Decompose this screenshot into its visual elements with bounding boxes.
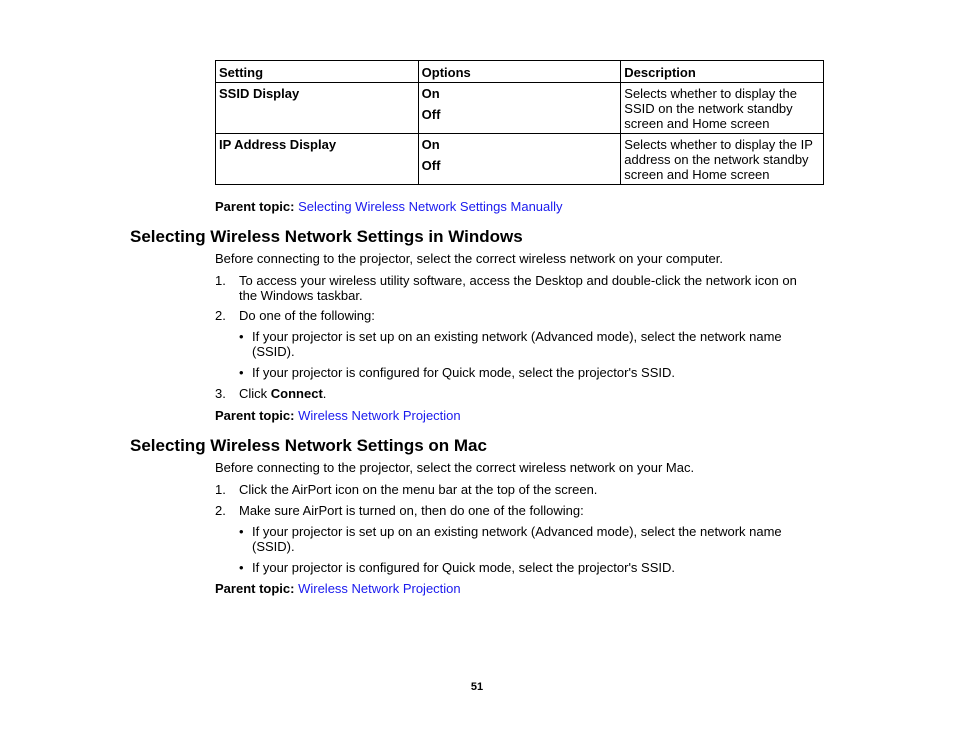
step3-prefix: Click: [239, 386, 271, 401]
bullet-marker: •: [239, 329, 244, 344]
column-header-description: Description: [621, 61, 824, 83]
settings-table: [215, 60, 824, 185]
windows-bullet-2: If your projector is configured for Quick mode, select the projector's SSID.: [252, 365, 675, 380]
step-number: 3.: [215, 386, 226, 401]
windows-step-1: To access your wireless utility software, access the Desktop and double-click the network icon on the Windows taskbar.: [239, 273, 797, 303]
section-heading-windows: Selecting Wireless Network Settings in Windows: [130, 227, 523, 246]
step3-suffix: .: [322, 386, 327, 401]
setting-cell: IP Address Display: [216, 134, 419, 185]
bullet-marker: •: [239, 365, 244, 380]
windows-intro: Before connecting to the projector, select the correct wireless network on your computer.: [215, 251, 723, 266]
description-cell: Selects whether to display the SSID on the network standby screen and Home screen: [621, 83, 824, 134]
option-on: On: [421, 86, 440, 101]
bullet-marker: •: [239, 560, 244, 575]
mac-step-2: Make sure AirPort is turned on, then do one of the following:: [239, 503, 584, 518]
option-off: Off: [421, 107, 441, 122]
mac-intro: Before connecting to the projector, select the correct wireless network on your Mac.: [215, 460, 695, 475]
parent-topic-label: Parent topic:: [215, 581, 295, 596]
step-number: 2.: [215, 308, 226, 323]
step-number: 1.: [215, 482, 226, 497]
step-number: 1.: [215, 273, 226, 288]
option-on: On: [421, 137, 440, 152]
parent-topic-link[interactable]: Wireless Network Projection: [298, 408, 461, 423]
table-row: [216, 134, 824, 185]
parent-topic-label: Parent topic:: [215, 408, 295, 423]
mac-bullet-1: If your projector is set up on an existing network (Advanced mode), select the network name (SSID).: [252, 524, 782, 554]
column-header-setting: Setting: [216, 61, 419, 83]
mac-bullet-2: If your projector is configured for Quick mode, select the projector's SSID.: [252, 560, 675, 575]
page-number: 51: [470, 681, 484, 693]
parent-topic-3: [215, 581, 461, 596]
setting-cell: SSID Display: [216, 83, 419, 134]
column-header-options: Options: [418, 61, 621, 83]
options-cell: [418, 83, 621, 134]
table-header-row: [216, 61, 824, 83]
connect-label: Connect: [270, 386, 323, 401]
parent-topic-link[interactable]: Selecting Wireless Network Settings Manually: [298, 199, 563, 214]
windows-step-2: Do one of the following:: [239, 308, 375, 323]
bullet-marker: •: [239, 524, 244, 539]
windows-bullet-1: If your projector is set up on an existing network (Advanced mode), select the network name (SSID).: [252, 329, 782, 359]
parent-topic-label: Parent topic:: [215, 199, 295, 214]
windows-step-3: [239, 386, 814, 401]
parent-topic-2: [215, 408, 461, 423]
parent-topic-1: [215, 199, 563, 214]
mac-step-1: Click the AirPort icon on the menu bar at the top of the screen.: [239, 482, 598, 497]
section-heading-mac: Selecting Wireless Network Settings on Mac: [130, 436, 487, 455]
table-row: [216, 83, 824, 134]
options-cell: [418, 134, 621, 185]
option-off: Off: [421, 158, 441, 173]
description-cell: Selects whether to display the IP address on the network standby screen and Home screen: [621, 134, 824, 185]
step-number: 2.: [215, 503, 226, 518]
parent-topic-link[interactable]: Wireless Network Projection: [298, 581, 461, 596]
